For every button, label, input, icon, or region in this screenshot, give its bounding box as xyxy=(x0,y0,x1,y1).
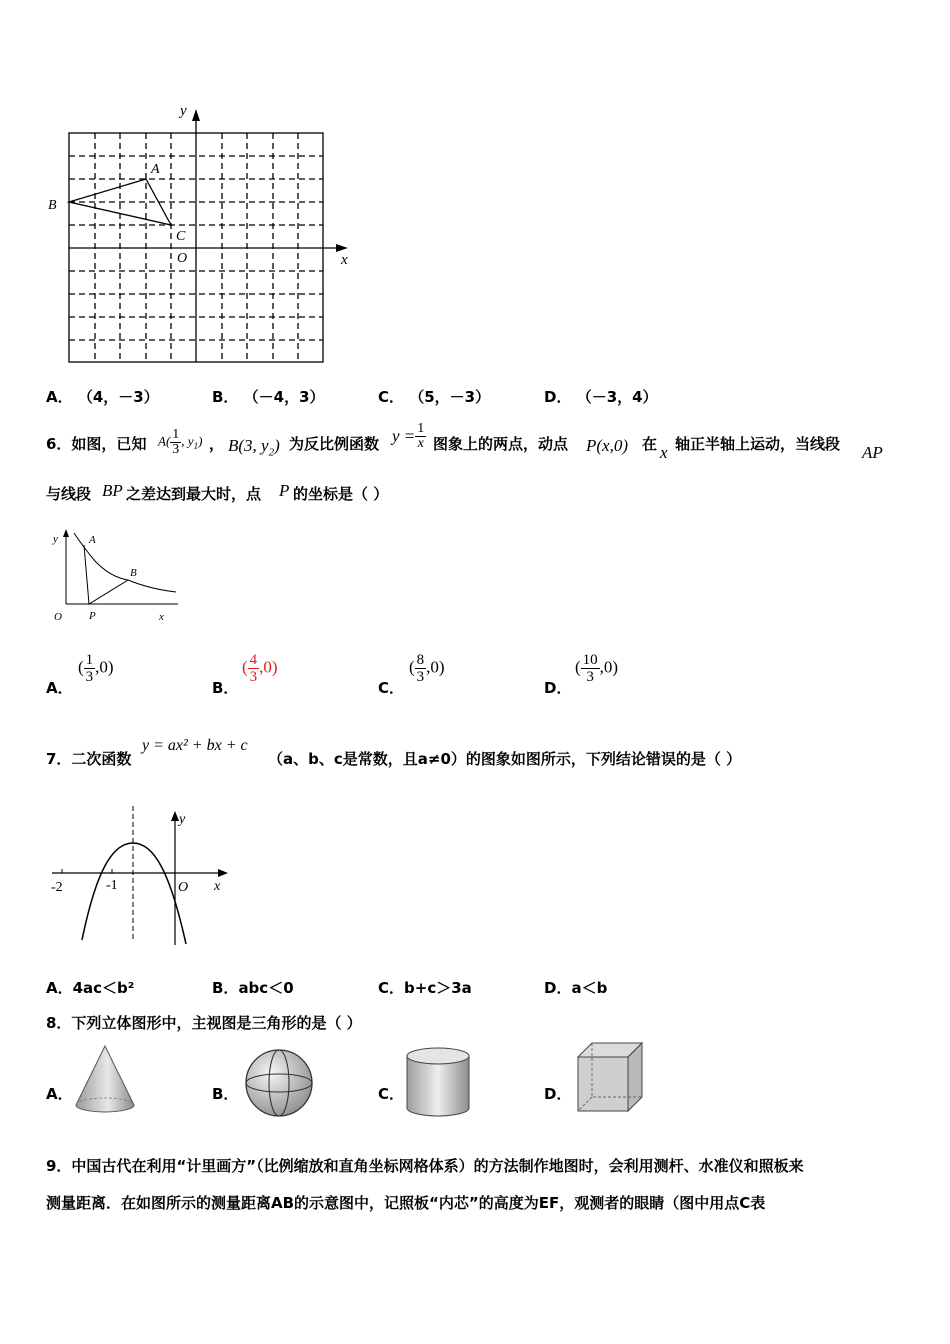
option-text: b+c＞3a xyxy=(404,979,472,997)
q8-cube-icon[interactable] xyxy=(574,1041,646,1113)
q5-label-C: C xyxy=(176,229,186,244)
q8-cylinder-icon[interactable] xyxy=(404,1046,472,1120)
q5-label-A: A xyxy=(151,162,160,177)
q5-option-c[interactable] xyxy=(378,386,490,407)
q6-point-b: B(3, $y_2$) xyxy=(228,436,280,459)
q6-label-x: x xyxy=(159,611,164,623)
q6-option-b[interactable]: ( $\frac{4}{3}$ ,0) xyxy=(242,652,278,685)
option-letter: B． xyxy=(212,979,239,997)
option-text: abc＜0 xyxy=(238,979,294,997)
q7-figure xyxy=(46,805,236,950)
q5-label-y: y xyxy=(180,103,187,119)
q6-label-B: B xyxy=(130,567,137,579)
option-text: （5，－3） xyxy=(409,388,491,406)
q6-bp: BP xyxy=(102,481,123,500)
q7-text-2: （a、b、c是常数，且a≠0）的图象如图所示，下列结论错误的是（ ） xyxy=(268,750,742,768)
q7-label-y: y xyxy=(179,812,186,827)
q6-text-3: 图象上的两点，动点 xyxy=(433,435,569,453)
option-letter: A． xyxy=(46,979,73,997)
q8-cone-icon[interactable] xyxy=(72,1043,138,1115)
q6-comma: ， xyxy=(209,435,225,453)
option-letter: B． xyxy=(212,388,239,406)
q5-option-b[interactable] xyxy=(212,386,325,407)
q6-text-1: 6．如图，已知 xyxy=(46,435,147,453)
q7-text-1: 7．二次函数 xyxy=(46,750,132,768)
q6-label-A: A xyxy=(89,534,96,546)
q7-option-c[interactable] xyxy=(378,977,472,998)
q6-option-a-letter: A． xyxy=(46,679,73,697)
q6-option-a[interactable]: ( $\frac{1}{3}$ ,0) xyxy=(78,652,114,685)
q5-option-a[interactable] xyxy=(46,386,159,407)
q6-option-d-letter: D． xyxy=(544,679,572,697)
option-text: （4，－3） xyxy=(77,388,159,406)
q7-label-O: O xyxy=(178,880,189,895)
option-text: （－3，4） xyxy=(576,388,658,406)
q7-option-d[interactable] xyxy=(544,977,607,998)
q7-label-x: x xyxy=(214,879,221,894)
q5-label-x: x xyxy=(341,252,348,268)
q6-func: y = $\frac{1}{x}$ xyxy=(392,421,425,451)
q8-sphere-icon[interactable] xyxy=(243,1047,315,1119)
q7-formula: y = ax² + bx + c xyxy=(142,737,248,754)
q6-text-5: 轴正半轴上运动，当线段 xyxy=(675,435,841,453)
q6-text-8: 的坐标是（ ） xyxy=(293,485,389,503)
q5-figure xyxy=(40,95,360,370)
q6-ap: AP xyxy=(862,443,883,462)
q6-figure xyxy=(46,525,186,625)
option-letter: D． xyxy=(544,979,572,997)
option-letter: C． xyxy=(378,979,405,997)
q6-label-P: P xyxy=(89,610,96,622)
q5-label-B: B xyxy=(48,198,57,213)
option-letter: D． xyxy=(544,388,572,406)
q6-option-b-letter: B． xyxy=(212,679,239,697)
option-text: 4ac＜b² xyxy=(72,979,135,997)
q8-option-c-letter: C． xyxy=(378,1085,405,1103)
q7-label-minus1: -1 xyxy=(106,878,118,893)
option-text: （－4，3） xyxy=(243,388,325,406)
q6-text-7: 之差达到最大时，点 xyxy=(126,485,262,503)
q6-x-axis: x xyxy=(660,443,668,462)
q5-label-O: O xyxy=(177,251,188,266)
option-letter: C． xyxy=(378,388,405,406)
q6-label-O: O xyxy=(54,611,62,623)
q8-option-a-letter: A． xyxy=(46,1085,73,1103)
q7-label-minus2: -2 xyxy=(51,880,63,895)
q6-option-c-letter: C． xyxy=(378,679,405,697)
q7-option-b[interactable] xyxy=(212,977,294,998)
q5-option-d[interactable] xyxy=(544,386,658,407)
q6-text-4: 在 xyxy=(642,435,658,453)
q6-option-c[interactable]: ( $\frac{8}{3}$ ,0) xyxy=(409,652,445,685)
q7-option-a[interactable] xyxy=(46,977,134,998)
q8-option-d-letter: D． xyxy=(544,1085,572,1103)
q6-text-2: 为反比例函数 xyxy=(289,435,380,453)
q8-option-b-letter: B． xyxy=(212,1085,239,1103)
option-letter: A． xyxy=(46,388,73,406)
q6-point-a: A( $\frac{1}{3}$ , $y_1$) xyxy=(158,427,203,457)
q8-text: 8．下列立体图形中，主视图是三角形的是（ ） xyxy=(46,1014,362,1032)
q6-text-6: 与线段 xyxy=(46,485,92,503)
q9-line-2: 测量距离．在如图所示的测量距离AB的示意图中，记照板“内芯”的高度为EF，观测者的眼睛（图中用点C表 xyxy=(46,1194,766,1212)
q6-point-p: P(x,0) xyxy=(586,436,629,455)
option-text: a＜b xyxy=(571,979,608,997)
q6-option-d[interactable]: ( $\frac{10}{3}$ ,0) xyxy=(575,652,619,685)
q6-p: P xyxy=(279,481,290,500)
q9-line-1: 9．中国古代在利用“计里画方”（比例缩放和直角坐标网格体系）的方法制作地图时，会利用测杆、水准仪和照板来 xyxy=(46,1157,804,1175)
q6-label-y: y xyxy=(53,533,58,545)
